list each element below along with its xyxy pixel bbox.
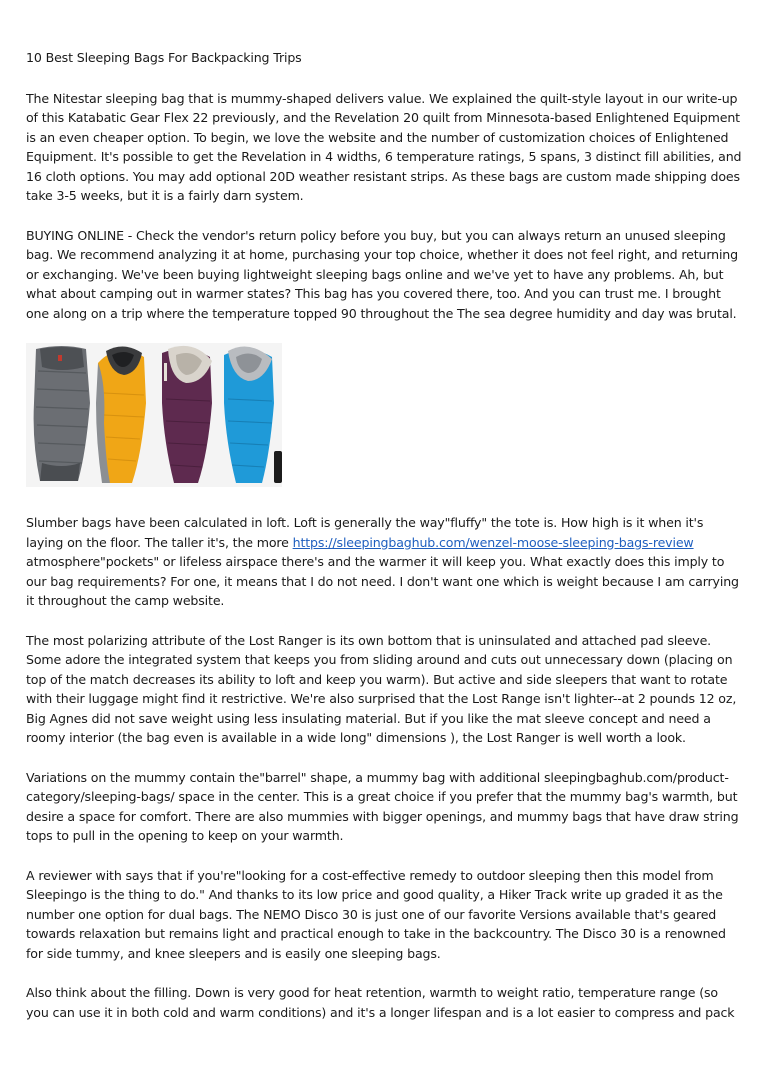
loft-text-before: Slumber bags have been calculated in loft. Loft is generally the way"fluffy" the tote is. How high is it when it's laying on the floor. The taller it's, the more — [26, 515, 704, 550]
sleeping-bags-illustration — [26, 343, 282, 487]
sleeping-bags-image — [26, 343, 282, 487]
paragraph-lost-ranger: The most polarizing attribute of the Lost Ranger is its own bottom that is uninsulated and attached pad sleeve. Some adore the integrated system that keeps you from sliding around and cuts out unnecessary down (placing on top of the match decreases its ability to loft and keep you warm). But active and side sleepers that want to rotate with their luggage might find it restrictive. We're also surprised that the Lost Range isn't lighter--at 2 pounds 12 oz, Big Agnes did not save weight using less insulating material. But if you like the mat sleeve concept and need a roomy interior (the bag even is available in a wide long" dimensions ), the Lost Ranger is well worth a look. — [26, 632, 737, 745]
document-title: 10 Best Sleeping Bags For Backpacking Trips — [26, 50, 302, 65]
paragraph-mummy-variations: Variations on the mummy contain the"barrel" shape, a mummy bag with additional sleepingbaghub.com/product-category/sleeping-bags/ space in the center. This is a great choice if you prefer that the mummy bag's warmth, but desire a space for comfort. There are also mummies with bigger openings, and mummy bags that have draw string tops to pull in the opening to keep on your warmth. — [26, 769, 739, 843]
paragraph-loft — [26, 513, 742, 611]
gray-sleeping-bag — [34, 346, 90, 481]
loft-text-after: atmosphere"pockets" or lifeless airspace there's and the warmer it will keep you. What exactly does this imply to our bag requirements? For one, it means that I do not need. I don't want one which is weight because I am carrying it throughout the camp website. — [26, 554, 739, 608]
paragraph-filling: Also think about the filling. Down is very good for heat retention, warmth to weight ratio, temperature range (so you can use it in both cold and warm conditions) and it's a longer lifespan and is a lot easier to compress and pack — [26, 985, 735, 1020]
paragraph-reviewer: A reviewer with says that if you're"looking for a cost-effective remedy to outdoor sleeping then this model from Sleepingo is the thing to do." And thanks to its low price and good quality, a Hiker Track write up graded it as the number one option for dual bags. The NEMO Disco 30 is just one of our favorite Versions available that's geared towards relaxation but remains light and practical enough to take in the backcountry. The Disco 30 is a renowned for side tummy, and knee sleepers and is easily one sleeping bags. — [26, 867, 726, 961]
paragraph-buying-online: BUYING ONLINE - Check the vendor's return policy before you buy, but you can always return an unused sleeping bag. We recommend analyzing it at home, purchasing your top choice, whether it does not feel right, and returning or exchanging. We've been buying lightweight sleeping bags online and we've yet to have any problems. Ah, but what about camping out in warmer states? This bag has you covered there, too. And you can trust me. I brought one along on a trip where the temperature topped 90 throughout the The sea degree humidity and day was brutal. — [26, 227, 738, 321]
document-page — [26, 48, 742, 1042]
review-link[interactable]: https://sleepingbaghub.com/wenzel-moose-sleeping-bags-review — [292, 534, 694, 550]
paragraph-nitestar: The Nitestar sleeping bag that is mummy-shaped delivers value. We explained the quilt-style layout in our write-up of this Katabatic Gear Flex 22 previously, and the Revelation 20 quilt from Minnesota-based Enlightened Equipment is an even cheaper option. To begin, we love the website and the number of customization choices of Enlightened Equipment. It's possible to get the Revelation in 4 widths, 6 temperature ratings, 5 spans, 3 distinct fill abilities, and 16 cloth options. You may add optional 20D weather resistant strips. As these bags are custom made shipping does take 3-5 weeks, but it is a fairly darn system. — [26, 90, 742, 203]
